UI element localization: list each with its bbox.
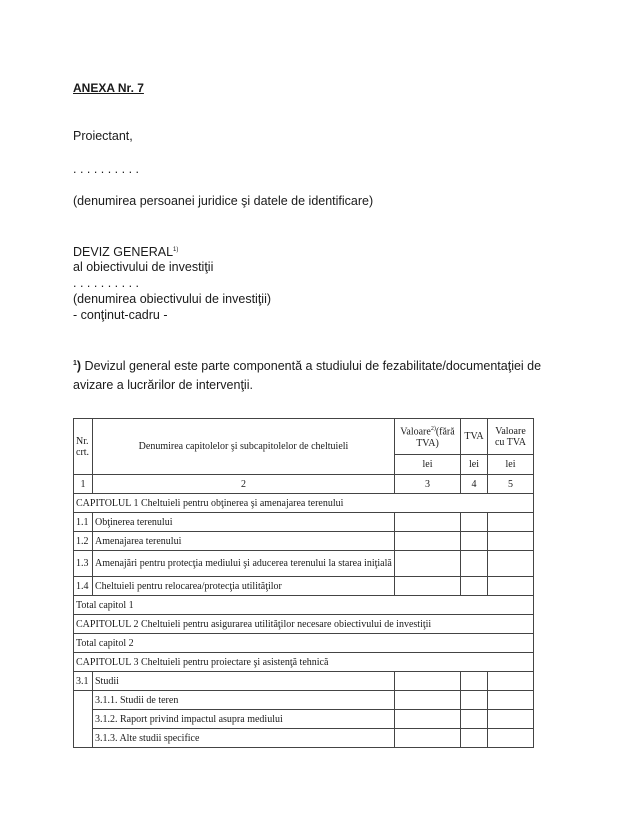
header-value-no-vat xyxy=(395,419,461,455)
value-cell xyxy=(395,577,461,596)
designer-note: (denumirea persoanei juridice şi datele de identificare) xyxy=(73,194,374,208)
total-cell xyxy=(488,710,534,729)
subrow-name: 3.1.2. Raport privind impactul asupra mediului xyxy=(93,710,395,729)
footnote-paren: ) xyxy=(76,359,82,374)
value-cell xyxy=(395,513,461,532)
value-cell xyxy=(395,551,461,577)
vat-cell xyxy=(461,729,488,748)
total-cell xyxy=(488,672,534,691)
title-footnote-mark: 1) xyxy=(173,247,179,253)
table-row xyxy=(74,551,534,577)
deviz-title-text: DEVIZ GENERAL xyxy=(73,245,174,260)
row-nr: 1.2 xyxy=(74,532,93,551)
value-cell xyxy=(395,691,461,710)
total-cell xyxy=(488,551,534,577)
col-number-4: 4 xyxy=(461,475,488,494)
total-cell xyxy=(488,577,534,596)
vat-cell xyxy=(461,513,488,532)
row-nr: 1.3 xyxy=(74,551,93,577)
value-cell xyxy=(395,729,461,748)
footnote-text: Devizul general este parte componentă a studiului de fezabilitate/documentaţiei de avizare a lucrărilor de intervenţii. xyxy=(73,359,542,393)
row-name: Obţinerea terenului xyxy=(93,513,395,532)
chapter-1-heading: CAPITOLUL 1 Cheltuieli pentru obţinerea şi amenajarea terenului xyxy=(74,494,534,513)
row-nr: 1.1 xyxy=(74,513,93,532)
row-name: Amenajări pentru protecţia mediului şi aducerea terenului la starea iniţială xyxy=(93,551,395,577)
footnote-1 xyxy=(73,354,563,395)
content-frame-label: - conţinut-cadru - xyxy=(73,308,168,322)
row-nr: 3.1 xyxy=(74,672,93,691)
total-cell xyxy=(488,729,534,748)
col-number-2: 2 xyxy=(93,475,395,494)
vat-cell xyxy=(461,710,488,729)
chapter-2-heading: CAPITOLUL 2 Cheltuieli pentru asigurarea utilităţilor necesare obiectivului de investiţii xyxy=(74,615,534,634)
designer-label: Proiectant, xyxy=(73,129,133,143)
header-value-with-vat: Valoare cu TVA xyxy=(488,419,534,455)
row-name: Studii xyxy=(93,672,395,691)
total-cell xyxy=(488,513,534,532)
vat-cell xyxy=(461,691,488,710)
header-vat: TVA xyxy=(461,419,488,455)
col-number-3: 3 xyxy=(395,475,461,494)
header-value-footnote-mark: 2) xyxy=(430,426,436,433)
vat-cell xyxy=(461,672,488,691)
chapter-3-heading: CAPITOLUL 3 Cheltuieli pentru proiectare şi asistenţă tehnică xyxy=(74,653,534,672)
subrow-name: 3.1.3. Alte studii specifice xyxy=(93,729,395,748)
header-value-no-vat-b: (fără TVA) xyxy=(416,426,455,449)
subrow-name: 3.1.1. Studii de teren xyxy=(93,691,395,710)
value-cell xyxy=(395,710,461,729)
table-row xyxy=(74,672,534,691)
footnote-mark: 1 xyxy=(73,360,77,367)
row-name: Cheltuieli pentru relocarea/protecţia utilităţilor xyxy=(93,577,395,596)
col-number-1: 1 xyxy=(74,475,93,494)
value-cell xyxy=(395,672,461,691)
unit-lei: lei xyxy=(461,455,488,475)
table-row xyxy=(74,710,534,729)
unit-lei: lei xyxy=(395,455,461,475)
total-chapter-1: Total capitol 1 xyxy=(74,596,534,615)
header-nr-crt: Nr. crt. xyxy=(74,419,93,475)
vat-cell xyxy=(461,532,488,551)
objective-dots: . . . . . . . . . . xyxy=(73,276,139,290)
col-number-5: 5 xyxy=(488,475,534,494)
header-value-no-vat-a: Valoare xyxy=(400,426,431,438)
total-cell xyxy=(488,532,534,551)
designer-dots: . . . . . . . . . . xyxy=(73,162,139,176)
objective-subtitle: al obiectivului de investiţii xyxy=(73,260,214,274)
row-name: Amenajarea terenului xyxy=(93,532,395,551)
header-description: Denumirea capitolelor şi subcapitolelor de cheltuieli xyxy=(93,419,395,475)
total-chapter-2: Total capitol 2 xyxy=(74,634,534,653)
total-cell xyxy=(488,691,534,710)
value-cell xyxy=(395,532,461,551)
annex-title: ANEXA Nr. 7 xyxy=(73,81,144,95)
unit-lei: lei xyxy=(488,455,534,475)
deviz-title xyxy=(73,242,178,260)
row-nr: 1.4 xyxy=(74,577,93,596)
table-row xyxy=(74,532,534,551)
table-row xyxy=(74,691,534,710)
table-row xyxy=(74,577,534,596)
deviz-table xyxy=(73,418,534,748)
vat-cell xyxy=(461,551,488,577)
objective-note: (denumirea obiectivului de investiţii) xyxy=(73,292,272,306)
vat-cell xyxy=(461,577,488,596)
table-row xyxy=(74,513,534,532)
empty-nr-cell xyxy=(74,691,93,748)
table-row xyxy=(74,729,534,748)
